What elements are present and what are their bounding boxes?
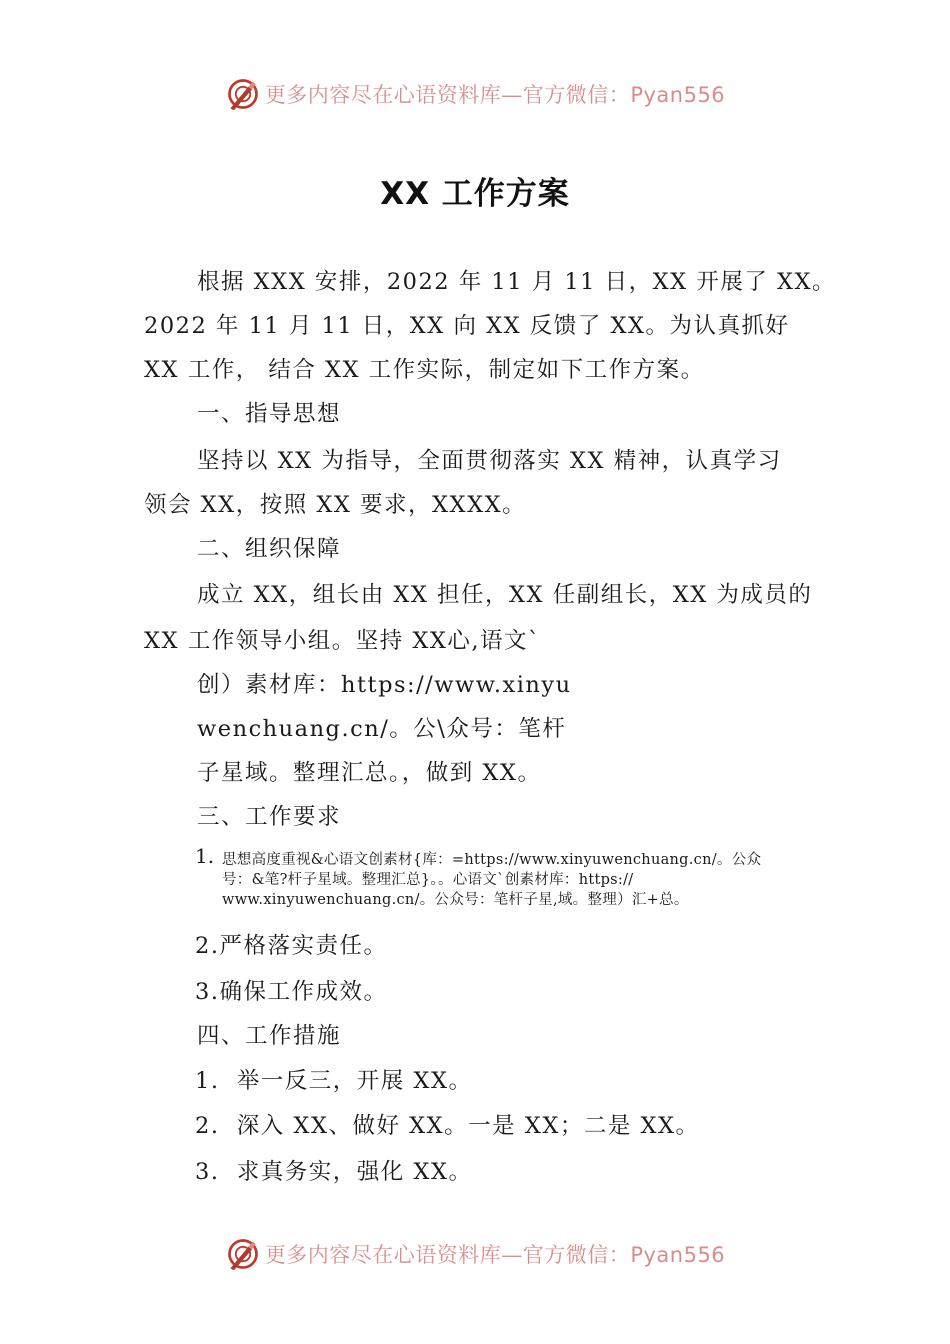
intro-line-2: 2022 年 11 月 11 日，XX 向 XX 反馈了 XX。为认真抓好 xyxy=(144,313,790,339)
section2-line-2: XX 工作领导小组。坚持 XX心,语文` xyxy=(144,628,541,654)
section-heading-organization: 二、组织保障 xyxy=(197,536,342,562)
section2-line-5: 子星域。整理汇总。，做到 XX。 xyxy=(197,760,542,786)
measure-item-1: 1. 举一反三，开展 XX。 xyxy=(195,1068,473,1094)
wechat-id: Pyan556 xyxy=(630,1243,726,1267)
section1-line-1: 坚持以 XX 为指导，全面贯彻落实 XX 精神，认真学习 xyxy=(197,448,782,474)
requirement-item1-line-3: www.xinyuwenchuang.cn/。公众号：笔杆子星,域。整理）汇+总。 xyxy=(222,892,689,908)
section1-line-2: 领会 XX，按照 XX 要求，XXXX。 xyxy=(144,492,527,518)
section2-line-1: 成立 XX，组长由 XX 担任，XX 任副组长，XX 为成员的 xyxy=(197,582,813,608)
watermark-text: 更多内容尽在心语资料库—官方微信：Pyan556 xyxy=(264,83,726,107)
measure-item-2: 2. 深入 XX、做好 XX。一是 XX；二是 XX。 xyxy=(195,1113,700,1139)
section-heading-guiding-thought: 一、指导思想 xyxy=(197,401,342,427)
section2-line-3: 创）素材库：https://www.xinyu xyxy=(197,672,572,698)
pen-logo-icon xyxy=(225,1236,261,1272)
intro-line-1: 根据 XXX 安排，2022 年 11 月 11 日，XX 开展了 XX。 xyxy=(197,269,837,295)
requirement-item1-line-1: 思想高度重视&心语文创素材{库：=https://www.xinyuwenchuang.cn/。公众 xyxy=(222,852,762,868)
measure-item-3: 3. 求真务实，强化 XX。 xyxy=(195,1159,473,1185)
requirement-item-3: 3.确保工作成效。 xyxy=(195,979,388,1005)
section-heading-requirements: 三、工作要求 xyxy=(197,804,342,830)
watermark-banner-bottom xyxy=(0,1232,950,1276)
requirement-item-2: 2.严格落实责任。 xyxy=(195,933,388,959)
watermark-banner-top xyxy=(0,72,950,116)
section-heading-measures: 四、工作措施 xyxy=(197,1023,342,1049)
requirement-item1-line-2: 号：&笔?杆子星域。整理汇总}。。心语文`创素材库：https:// xyxy=(222,872,634,888)
watermark-text: 更多内容尽在心语资料库—官方微信：Pyan556 xyxy=(264,1243,726,1267)
intro-line-3: XX 工作， 结合 XX 工作实际，制定如下工作方案。 xyxy=(144,357,705,383)
document-title: XX 工作方案 xyxy=(380,176,570,212)
pen-logo-icon xyxy=(225,76,261,112)
wechat-id: Pyan556 xyxy=(630,83,726,107)
section2-line-4: wenchuang.cn/。公\众号：笔杆 xyxy=(197,716,567,742)
list-item-number: 1. xyxy=(195,844,215,868)
